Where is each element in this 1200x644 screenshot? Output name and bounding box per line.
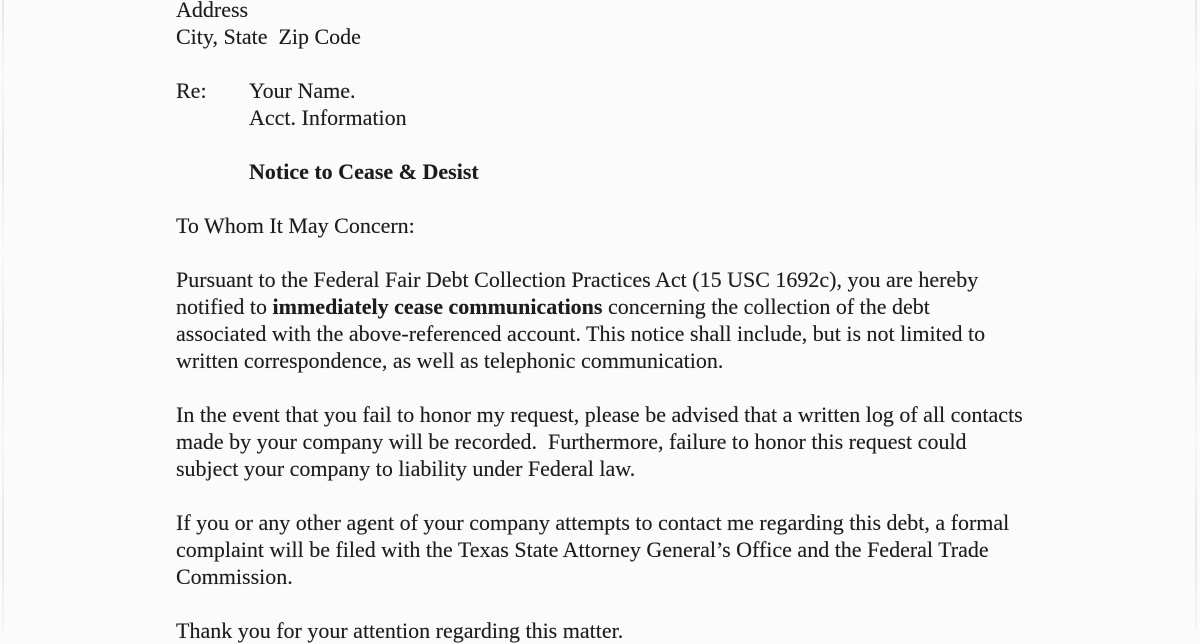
sender-city-line: City, State Zip Code [176,24,361,49]
paragraph-formal-complaint: If you or any other agent of your company attempts to contact me regarding this debt, a formal complaint will be filed with the Texas State Attorney General’s Office and the Federal Trade Commission. [176,510,1015,589]
paragraph1-after-bold: concerning the collection of the debt associated with the above-referenced account. This notice shall include, but is not limited to written correspondence, as well as telephonic communication. [176,294,991,373]
paragraph-cease-notice [176,266,1024,374]
sender-address-line: Address [176,0,249,22]
closing-line: Thank you for your attention regarding this matter. [176,618,624,643]
sender-address-block [176,0,1024,50]
re-account-line: Acct. Information [249,105,407,130]
re-row [176,77,1024,104]
letter-body [176,0,1029,644]
re-name-line: Your Name. [249,78,356,103]
re-label: Re: [176,78,207,103]
re-block [176,77,1024,131]
paragraph1-before-bold: Pursuant to the Federal Fair Debt Collection Practices Act (15 USC 1692c), you are hereby notified to [176,267,984,319]
paragraph1-bold-run: immediately cease communications [272,294,603,319]
salutation: To Whom It May Concern: [176,213,415,238]
subject-heading: Notice to Cease & Desist [249,159,479,184]
paragraph-written-log: In the event that you fail to honor my request, please be advised that a written log of all contacts made by your company will be recorded. Furthermore, failure to honor this request could subject your company to liability under Federal law. [176,402,1029,481]
